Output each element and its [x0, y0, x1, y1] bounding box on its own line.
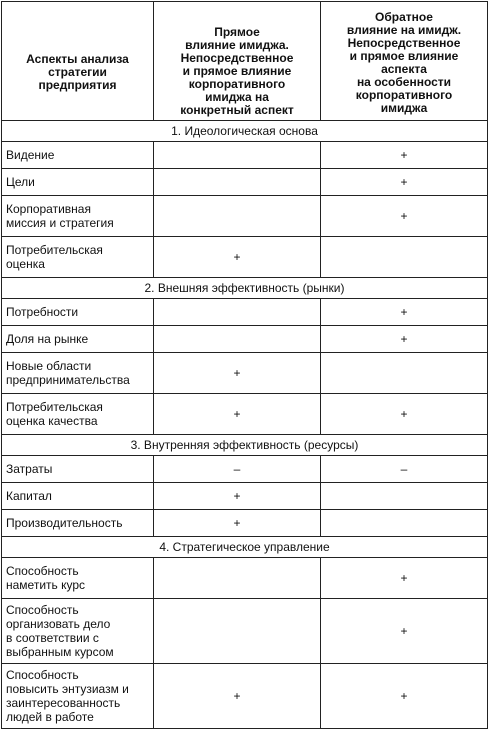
- text-line: конкретный аспект: [180, 102, 294, 117]
- aspect-cell: [2, 558, 154, 599]
- text-line: на особенности: [356, 75, 452, 89]
- aspect-cell: [2, 169, 154, 196]
- direct-influence-cell: [154, 558, 321, 599]
- text-line: Непосредственное: [180, 50, 294, 65]
- aspect-cell: [2, 237, 154, 278]
- section-title: 2. Внешняя эффективность (рынки): [2, 278, 488, 299]
- section-row: [2, 278, 488, 299]
- reverse-influence-cell: [321, 510, 488, 537]
- table-row: [2, 558, 488, 599]
- text-line: Аспекты анализа: [26, 51, 129, 66]
- direct-influence-cell: [154, 326, 321, 353]
- aspect-cell: [2, 196, 154, 237]
- text-line: стратегии: [48, 64, 107, 79]
- text-line: Способность: [6, 668, 79, 682]
- table-row: [2, 196, 488, 237]
- aspect-cell: [2, 394, 154, 435]
- text-line: и прямое влияние: [182, 63, 292, 78]
- text-line: выбранным курсом: [6, 645, 114, 659]
- section-row: [2, 537, 488, 558]
- text-line: Непосредственное: [347, 36, 461, 50]
- text-line: предпринимательства: [6, 373, 130, 387]
- section-row: [2, 435, 488, 456]
- text-line: Потребительская: [6, 243, 103, 257]
- header-row: [2, 2, 488, 121]
- table-row: [2, 599, 488, 664]
- section-title: 4. Стратегическое управление: [2, 537, 488, 558]
- text-line: влияние на имидж.: [346, 23, 462, 37]
- table-row: [2, 456, 488, 483]
- header-aspects: [2, 2, 154, 121]
- reverse-influence-cell: +: [321, 196, 488, 237]
- aspect-cell: [2, 664, 154, 729]
- direct-influence-cell: +: [154, 394, 321, 435]
- text-line: предприятия: [38, 77, 117, 92]
- text-line: Способность: [6, 603, 79, 617]
- direct-influence-cell: [154, 599, 321, 664]
- direct-influence-cell: –: [154, 456, 321, 483]
- table-row: [2, 237, 488, 278]
- text-line: организовать дело: [6, 617, 111, 631]
- reverse-influence-cell: [321, 483, 488, 510]
- reverse-influence-cell: +: [321, 299, 488, 326]
- text-line: имиджа на: [205, 89, 269, 104]
- aspect-cell: [2, 142, 154, 169]
- table-row: [2, 142, 488, 169]
- header-reverse-influence: [321, 2, 488, 121]
- text-line: имиджа: [380, 101, 428, 115]
- table-row: [2, 299, 488, 326]
- text-line: Корпоративная: [6, 202, 91, 216]
- table-row: [2, 483, 488, 510]
- direct-influence-cell: [154, 196, 321, 237]
- table-body: [2, 121, 488, 729]
- table-row: [2, 169, 488, 196]
- section-title: 1. Идеологическая основа: [2, 121, 488, 142]
- reverse-influence-cell: +: [321, 599, 488, 664]
- direct-influence-cell: +: [154, 483, 321, 510]
- text-line: Прямое: [214, 24, 260, 39]
- text-line: повысить энтузиазм и: [6, 682, 129, 696]
- text-line: оценка качества: [6, 414, 98, 428]
- image-aspects-table: [1, 1, 488, 729]
- reverse-influence-cell: +: [321, 142, 488, 169]
- table-row: [2, 510, 488, 537]
- reverse-influence-cell: +: [321, 558, 488, 599]
- reverse-influence-cell: +: [321, 394, 488, 435]
- direct-influence-cell: +: [154, 237, 321, 278]
- text-line: влияние имиджа.: [185, 37, 289, 52]
- direct-influence-cell: +: [154, 510, 321, 537]
- text-line: Потребительская: [6, 400, 103, 414]
- section-title: 3. Внутренняя эффективность (ресурсы): [2, 435, 488, 456]
- direct-influence-cell: [154, 299, 321, 326]
- direct-influence-cell: [154, 169, 321, 196]
- aspect-cell: [2, 326, 154, 353]
- text-line: Доля на рынке: [6, 332, 89, 346]
- text-line: миссия и стратегия: [6, 216, 114, 230]
- text-line: оценка: [6, 257, 45, 271]
- header-direct-influence: [154, 2, 321, 121]
- aspect-cell: [2, 483, 154, 510]
- text-line: аспекта: [381, 62, 427, 76]
- aspect-cell: [2, 456, 154, 483]
- section-row: [2, 121, 488, 142]
- text-line: в соответствии с: [6, 631, 99, 645]
- text-line: Цели: [6, 175, 35, 189]
- direct-influence-cell: +: [154, 353, 321, 394]
- text-line: Обратное: [375, 10, 433, 24]
- aspect-cell: [2, 510, 154, 537]
- table-row: [2, 394, 488, 435]
- aspect-cell: [2, 353, 154, 394]
- reverse-influence-cell: [321, 237, 488, 278]
- reverse-influence-cell: +: [321, 326, 488, 353]
- text-line: корпоративного: [188, 76, 286, 91]
- reverse-influence-cell: +: [321, 664, 488, 729]
- reverse-influence-cell: –: [321, 456, 488, 483]
- text-line: Потребности: [6, 305, 79, 319]
- table-row: [2, 326, 488, 353]
- text-line: Способность: [6, 564, 79, 578]
- text-line: Новые области: [6, 359, 92, 373]
- reverse-influence-cell: [321, 353, 488, 394]
- text-line: заинтересованность: [6, 696, 121, 710]
- text-line: Затраты: [6, 462, 53, 476]
- text-line: корпоративного: [355, 88, 453, 102]
- aspect-cell: [2, 599, 154, 664]
- direct-influence-cell: +: [154, 664, 321, 729]
- text-line: и прямое влияние: [349, 49, 459, 63]
- reverse-influence-cell: +: [321, 169, 488, 196]
- aspect-cell: [2, 299, 154, 326]
- text-line: людей в работе: [6, 710, 94, 724]
- text-line: наметить курс: [6, 578, 86, 592]
- table-row: [2, 664, 488, 729]
- text-line: Производительность: [6, 516, 123, 530]
- text-line: Видение: [6, 148, 55, 162]
- text-line: Капитал: [6, 489, 52, 503]
- direct-influence-cell: [154, 142, 321, 169]
- table-row: [2, 353, 488, 394]
